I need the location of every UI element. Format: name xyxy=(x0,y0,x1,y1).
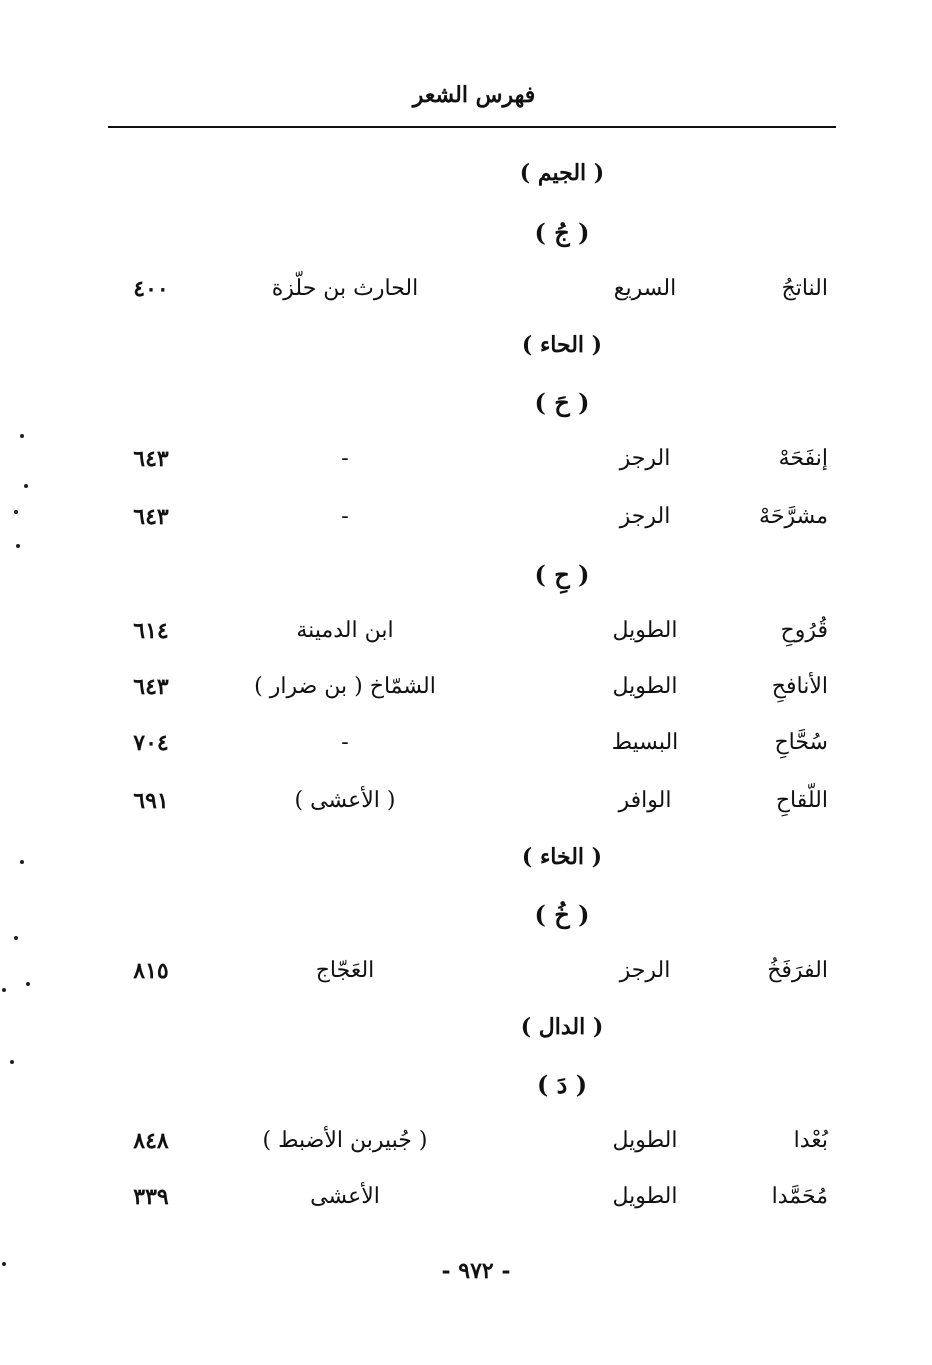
page-reference: ٦٤٣ xyxy=(133,446,169,472)
index-entry-row xyxy=(0,958,932,998)
index-entry-row xyxy=(0,446,932,486)
rhyme-word: الفرَفَخُ xyxy=(767,958,828,983)
index-entry-row xyxy=(0,276,932,316)
page-reference: ٣٣٩ xyxy=(133,1184,169,1210)
rhyme-letter-heading: ( خُ ) xyxy=(534,900,590,929)
index-entry-row xyxy=(0,504,932,544)
meter: الرجز xyxy=(619,958,671,983)
index-entry-row xyxy=(0,788,932,828)
scan-speck xyxy=(14,510,18,514)
rhyme-word: مشرَّحَهْ xyxy=(759,504,828,529)
meter: الرجز xyxy=(619,504,671,529)
scan-speck xyxy=(2,1262,6,1266)
rhyme-word: اللّقاحِ xyxy=(775,788,828,813)
meter: الطويل xyxy=(612,1184,678,1209)
rhyme-letter-heading: ( حِ ) xyxy=(534,560,590,589)
meter: الطويل xyxy=(612,674,678,699)
poet-name: الأعشى xyxy=(310,1184,380,1209)
index-entry-row xyxy=(0,1184,932,1224)
poet-name: ( جُبيربن الأضبط ) xyxy=(262,1128,428,1153)
running-header-title: فهرس الشعر xyxy=(412,82,536,108)
page-reference: ٦١٤ xyxy=(133,618,169,644)
index-entry-row xyxy=(0,730,932,770)
poet-name: الحارث بن حلّزة xyxy=(271,276,419,301)
section-heading: ( الحاء ) xyxy=(521,332,603,358)
scan-speck xyxy=(10,1060,14,1064)
rhyme-word: سُحَّاحِ xyxy=(774,730,828,755)
index-entry-row xyxy=(0,1128,932,1168)
poet-name: العَجّاج xyxy=(315,958,375,983)
scan-speck xyxy=(14,936,18,940)
section-heading: ( الجيم ) xyxy=(519,160,605,186)
page-reference: ٨٤٨ xyxy=(133,1128,169,1154)
page-reference: ٧٠٤ xyxy=(133,730,169,756)
rhyme-word: الناتجُ xyxy=(781,276,828,301)
meter: السريع xyxy=(613,276,677,301)
meter: الطويل xyxy=(612,618,678,643)
meter: الوافر xyxy=(618,788,672,813)
page-reference: ٦٤٣ xyxy=(133,504,169,530)
rhyme-word: الأنافحِ xyxy=(771,674,828,699)
section-heading: ( الخاء ) xyxy=(521,844,603,870)
meter: الطويل xyxy=(612,1128,678,1153)
rhyme-word: بُعْدا xyxy=(793,1128,828,1153)
page-reference: ٨١٥ xyxy=(133,958,169,984)
rhyme-letter-heading: ( جُ ) xyxy=(534,218,590,247)
scan-speck xyxy=(20,860,24,864)
meter: البسيط xyxy=(611,730,679,755)
scan-speck xyxy=(26,982,30,986)
scan-speck xyxy=(20,434,24,438)
rhyme-word: مُحَمَّدا xyxy=(771,1184,828,1209)
index-entry-row xyxy=(0,618,932,658)
poet-name: الشمّاخ ( بن ضرار ) xyxy=(254,674,436,699)
meter: الرجز xyxy=(619,446,671,471)
rhyme-word: قُرُوحِ xyxy=(780,618,828,643)
section-heading: ( الدال ) xyxy=(520,1014,604,1040)
poet-name: ابن الدمينة xyxy=(296,618,394,643)
rhyme-letter-heading: ( حَ ) xyxy=(534,388,590,417)
scan-speck xyxy=(2,988,6,992)
poet-name: - xyxy=(341,446,349,471)
rhyme-word: إنفَحَهْ xyxy=(778,446,828,471)
header-rule xyxy=(108,126,836,128)
page-reference: ٦٩١ xyxy=(133,788,169,814)
index-entry-row xyxy=(0,674,932,714)
poet-name: - xyxy=(341,504,349,529)
poet-name: ( الأعشى ) xyxy=(294,788,396,813)
poet-name: - xyxy=(341,730,349,755)
page-reference: ٦٤٣ xyxy=(133,674,169,700)
page-reference: ٤٠٠ xyxy=(133,276,169,302)
scan-speck xyxy=(16,544,20,548)
page-number: - ٩٧٢ - xyxy=(441,1258,511,1284)
rhyme-letter-heading: ( دَ ) xyxy=(536,1070,588,1099)
scan-speck xyxy=(24,484,28,488)
